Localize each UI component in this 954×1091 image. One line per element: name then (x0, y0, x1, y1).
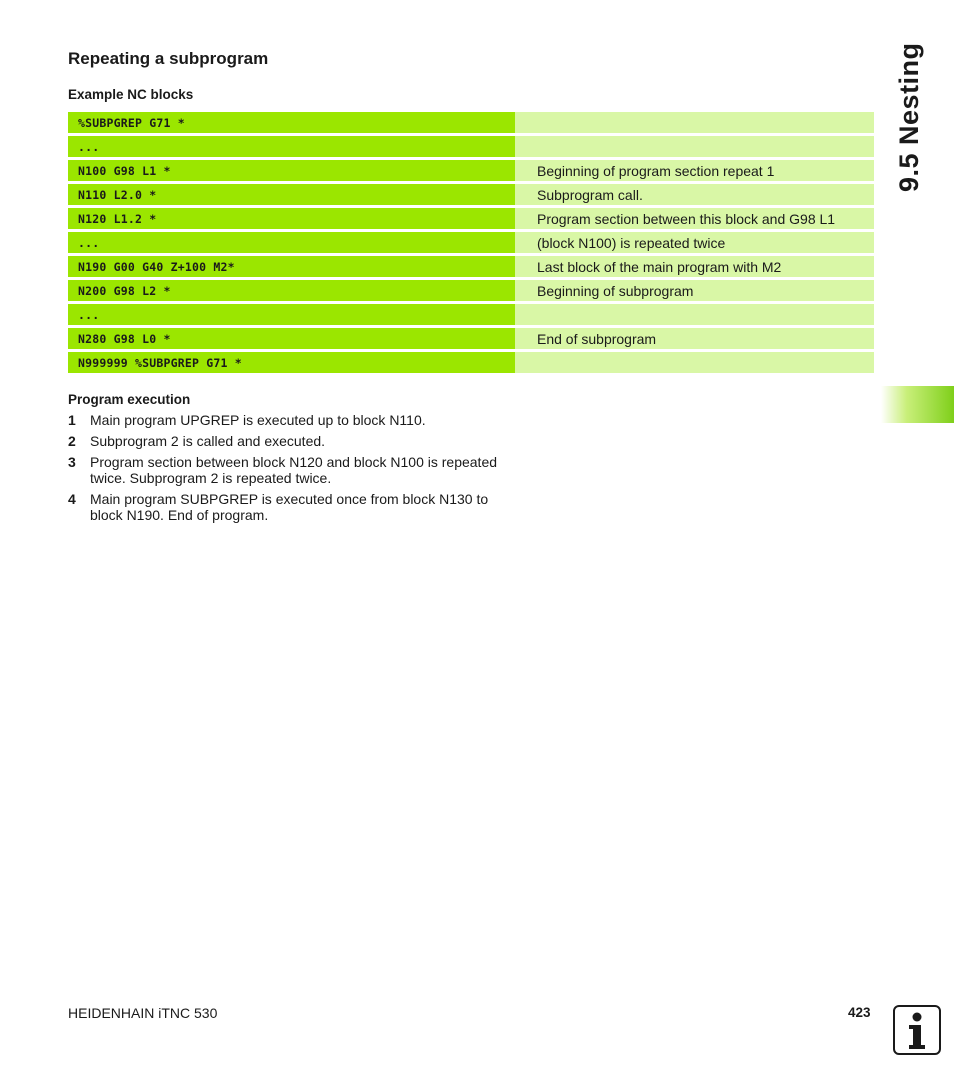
nc-blocks-table (68, 109, 874, 376)
nc-code-cell: N190 G00 G40 Z+100 M2* (68, 256, 515, 277)
step-text: Subprogram 2 is called and executed. (90, 433, 326, 449)
execution-steps (68, 412, 518, 528)
nc-desc-cell: (block N100) is repeated twice (515, 232, 874, 253)
table-row (68, 352, 874, 373)
table-row (68, 184, 874, 205)
nc-desc-cell: End of subprogram (515, 328, 874, 349)
step-number: 4 (68, 491, 76, 507)
table-row (68, 208, 874, 229)
nc-code-cell: %SUBPGREP G71 * (68, 112, 515, 133)
nc-code-cell: N200 G98 L2 * (68, 280, 515, 301)
nc-desc-cell (515, 112, 874, 133)
nc-code-cell: N120 L1.2 * (68, 208, 515, 229)
example-title: Example NC blocks (68, 87, 194, 102)
nc-code-cell: N110 L2.0 * (68, 184, 515, 205)
step-text: Main program UPGREP is executed up to block N110. (90, 412, 426, 428)
list-item (68, 491, 518, 523)
table-row (68, 136, 874, 157)
nc-desc-cell: Beginning of subprogram (515, 280, 874, 301)
nc-desc-cell: Last block of the main program with M2 (515, 256, 874, 277)
nc-code-cell: N100 G98 L1 * (68, 160, 515, 181)
step-text: Main program SUBPGREP is executed once from block N130 to block N190. End of program. (90, 491, 489, 523)
chapter-side-heading: 9.5 Nesting (894, 42, 924, 192)
nc-desc-cell: Subprogram call. (515, 184, 874, 205)
nc-code-cell: N280 G98 L0 * (68, 328, 515, 349)
info-icon (893, 1005, 941, 1055)
chapter-tab-marker (881, 386, 954, 423)
nc-code-cell: N999999 %SUBPGREP G71 * (68, 352, 515, 373)
table-row (68, 112, 874, 133)
footer-product-name: HEIDENHAIN iTNC 530 (68, 1005, 218, 1021)
table-row (68, 304, 874, 325)
nc-desc-cell: Program section between this block and G98 L1 (515, 208, 874, 229)
list-item (68, 454, 518, 486)
table-row (68, 160, 874, 181)
nc-code-cell: ... (68, 304, 515, 325)
nc-code-cell: ... (68, 136, 515, 157)
nc-desc-cell (515, 136, 874, 157)
page-number: 423 (848, 1005, 871, 1020)
section-title: Repeating a subprogram (68, 49, 269, 68)
list-item (68, 412, 518, 428)
execution-title: Program execution (68, 392, 191, 407)
step-number: 1 (68, 412, 76, 428)
table-row (68, 256, 874, 277)
step-text: Program section between block N120 and block N100 is repeated twice. Subprogram 2 is repeated twice. (90, 454, 498, 486)
step-number: 3 (68, 454, 76, 470)
table-row (68, 328, 874, 349)
list-item (68, 433, 518, 449)
table-row (68, 232, 874, 253)
nc-code-cell: ... (68, 232, 515, 253)
step-number: 2 (68, 433, 76, 449)
table-row (68, 280, 874, 301)
nc-desc-cell (515, 352, 874, 373)
nc-desc-cell: Beginning of program section repeat 1 (515, 160, 874, 181)
nc-desc-cell (515, 304, 874, 325)
